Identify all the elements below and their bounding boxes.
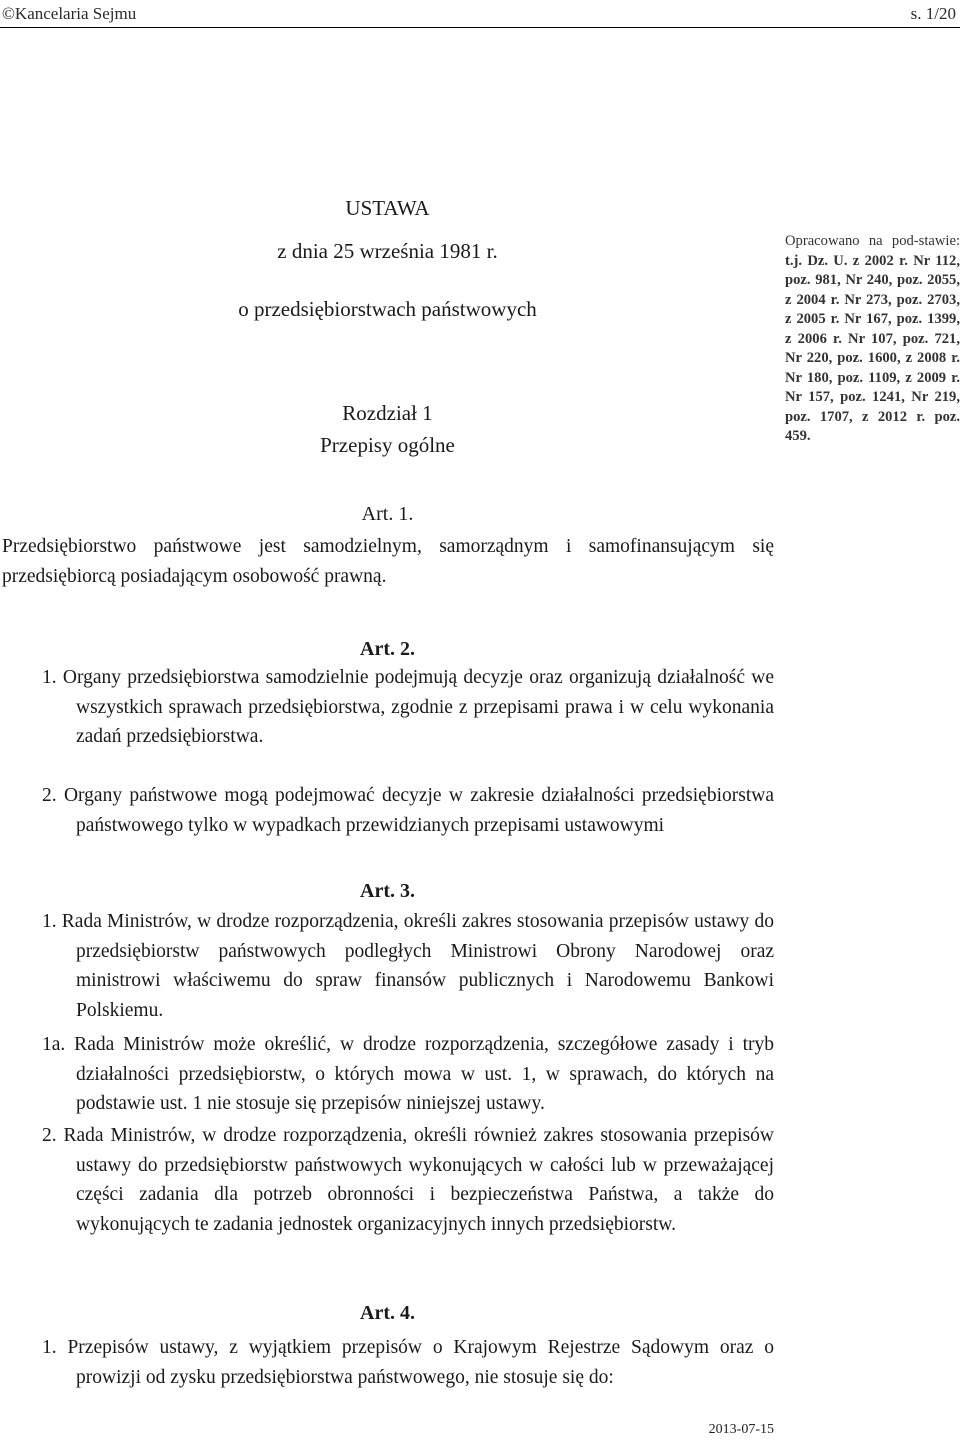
act-date: z dnia 25 września 1981 r. — [277, 239, 498, 263]
act-type: USTAWA — [345, 196, 430, 220]
article-2-paragraph-2: 2. Organy państwowe mogą podejmować decyzje w zakresie działalności przedsiębiorstwa państwowego tylko w wypadkach przewidzianych przepisami ustawowymi — [42, 785, 774, 836]
source-note-label: Opracowano na pod-stawie: — [785, 233, 960, 249]
header-divider — [0, 27, 960, 28]
article-4-paragraph-1: 1. Przepisów ustawy, z wyjątkiem przepisów o Krajowym Rejestrze Sądowym oraz o prowizji od zysku przedsiębiorstwa państwowego, nie stosuje się do: — [42, 1337, 774, 1388]
chapter-number: Rozdział 1 — [342, 401, 433, 425]
act-subject: o przedsiębiorstwach państwowych — [238, 297, 537, 321]
article-4-title: Art. 4. — [360, 1302, 415, 1324]
footer-date: 2013-07-15 — [708, 1422, 774, 1437]
chapter-name: Przepisy ogólne — [320, 433, 455, 457]
article-1-paragraph: Przedsiębiorstwo państwowe jest samodzielnym, samorządnym i samofinansującym się przedsiębiorcą posiadającym osobowość prawną. — [2, 536, 774, 587]
header-source: ©Kancelaria Sejmu — [2, 4, 137, 23]
article-2-title: Art. 2. — [360, 638, 415, 660]
article-2-paragraph-1: 1. Organy przedsiębiorstwa samodzielnie podejmują decyzje oraz organizują działalność we wszystkich sprawach przedsiębiorstwa, zgodnie z przepisami prawa i w celu wykonania zadań przedsiębiorstwa. — [42, 667, 774, 747]
article-1-title: Art. 1. — [361, 503, 414, 525]
header-page-number: s. 1/20 — [910, 4, 956, 23]
article-3-paragraph-1: 1. Rada Ministrów, w drodze rozporządzenia, określi zakres stosowania przepisów ustawy do przedsiębiorstw państwowych podległych Ministrowi Obrony Narodowej oraz ministrowi właściwemu do spraw finansów publicznych i Narodowemu Bankowi Polskiemu. — [42, 911, 774, 1021]
article-3-paragraph-1a: 1a. Rada Ministrów może określić, w drodze rozporządzenia, szczegółowe zasady i tryb działalności przedsiębiorstw, o których mowa w ust. 1, w sprawach, do których na podstawie ust. 1 nie stosuje się przepisów niniejszej ustawy. — [42, 1034, 774, 1114]
article-3-paragraph-2: 2. Rada Ministrów, w drodze rozporządzenia, określi również zakres stosowania przepisów ustawy do przedsiębiorstw państwowych wykonujących w całości lub w przeważającej części zadania dla potrzeb obronności i bezpieczeństwa Państwa, a także do wykonujących te zadania jednostek organizacyjnych innych przedsiębiorstw. — [42, 1125, 774, 1235]
source-note-text: t.j. Dz. U. z 2002 r. Nr 112, poz. 981, Nr 240, poz. 2055, z 2004 r. Nr 273, poz. 2703, z 2005 r. Nr 167, poz. 1399, z 2006 r. Nr 107, poz. 721, Nr 220, poz. 1600, z 2008 r. Nr 180, poz. 1109, z 2009 r. Nr 157, poz. 1241, Nr 219, poz. 1707, z 2012 r. poz. 459. — [785, 252, 960, 444]
source-note — [785, 232, 960, 447]
article-3-title: Art. 3. — [360, 880, 415, 902]
